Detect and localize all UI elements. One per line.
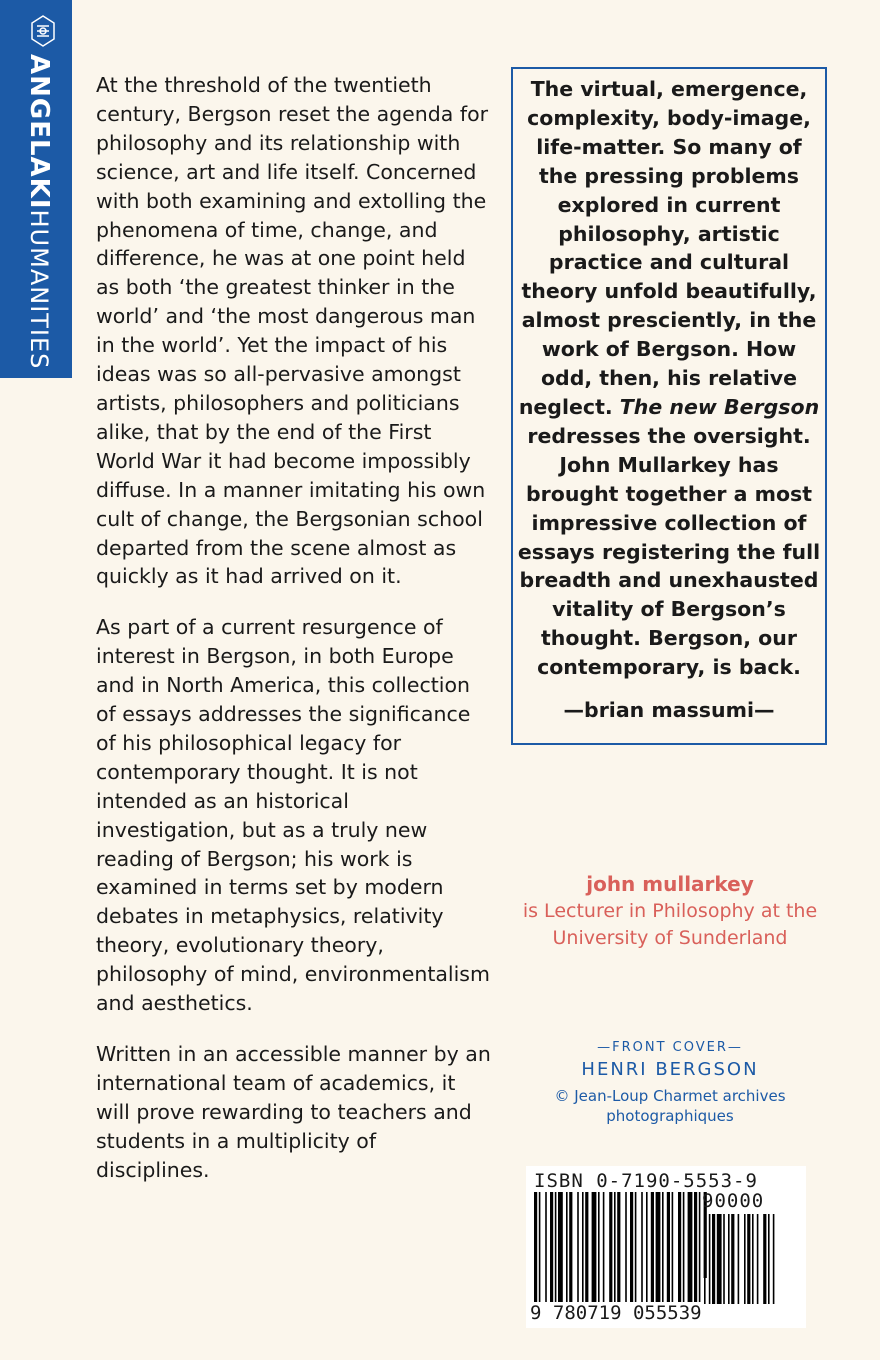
- barcode-bar: [550, 1192, 553, 1304]
- ornament-icon: [28, 14, 58, 48]
- barcode-bar: [662, 1192, 664, 1304]
- barcode-addon-bar: [704, 1214, 706, 1304]
- barcode-bar: [545, 1192, 547, 1304]
- barcode-bar: [569, 1192, 572, 1304]
- barcode-bar: [585, 1192, 588, 1304]
- barcode-bar: [539, 1192, 541, 1304]
- barcode-bar: [566, 1192, 568, 1304]
- barcode-addon-bar: [738, 1214, 740, 1304]
- endorsement-quote: [517, 75, 821, 682]
- barcode-addon-bar: [731, 1214, 734, 1304]
- book-description: [96, 71, 494, 1207]
- barcode-addon-bar: [768, 1214, 770, 1304]
- barcode-addon-bar: [728, 1214, 730, 1304]
- quote-text-after: redresses the oversight. John Mullarkey has brought together a most impressive collection of essays registering the full breadth and unexhausted vitality of Bergson’s thought. Bergson, our contemporary, is back.: [517, 423, 821, 680]
- quote-text-before: The virtual, emergence, complexity, body-image, life-matter. So many of the pressing problems explored in current philosophy, artistic practice and cultural theory unfold beautifully, almost presciently, in the work of Bergson. How odd, then, his relative neglect.: [518, 77, 817, 419]
- cover-credit: [510, 1040, 830, 1126]
- spine-series: HUMANITIES: [25, 209, 53, 370]
- barcode-bar: [625, 1192, 627, 1304]
- barcode-bar: [656, 1192, 661, 1304]
- barcode-addon-bar: [752, 1214, 754, 1304]
- barcode-addon-bar: [773, 1214, 775, 1304]
- barcode-addon-bar: [744, 1214, 746, 1304]
- spine-brand: ANGELAKI: [24, 54, 54, 210]
- isbn-barcode: [526, 1166, 806, 1328]
- description-paragraph-3: Written in an accessible manner by an international team of academics, it will prove rewarding to teachers and students in a multiplicity of disciplines.: [96, 1042, 491, 1182]
- spine-band: [0, 0, 72, 378]
- barcode-bar: [534, 1192, 537, 1304]
- cover-credit-title: HENRI BERGSON: [581, 1059, 759, 1080]
- author-bio: [510, 871, 830, 952]
- barcode-bar: [646, 1192, 648, 1304]
- cover-credit-copyright: © Jean-Loup Charmet archives photographiques: [554, 1087, 786, 1125]
- barcode-bar: [614, 1192, 616, 1304]
- price-code: 90000: [702, 1190, 765, 1212]
- barcode-bar: [577, 1192, 579, 1304]
- author-bio-text: is Lecturer in Philosophy at the University of Sunderland: [522, 900, 818, 949]
- barcode-addon-bar: [723, 1214, 725, 1304]
- barcode-addon-bar: [763, 1214, 766, 1304]
- description-paragraph-2: As part of a current resurgence of interest in Bergson, in both Europe and in North America, this collection of essays addresses the significance of his philosophical legacy for contemporary thought. It is not intended as an historical investigation, but as a truly new reading of Bergson; his work is examined in terms set by modern debates in metaphysics, relativity theory, evolutionary theory, philosophy of mind, environmentalism and aesthetics.: [96, 615, 490, 1016]
- barcode-bar: [678, 1192, 681, 1304]
- endorsement-box: [511, 67, 827, 745]
- endorsement-attribution: —brian massumi—: [563, 698, 775, 723]
- barcode-bar: [603, 1192, 605, 1304]
- barcode-bar: [699, 1192, 701, 1304]
- barcode-bar: [688, 1192, 693, 1304]
- barcode-bar: [592, 1192, 597, 1304]
- barcode-bar: [609, 1192, 612, 1304]
- barcode-bar: [555, 1192, 557, 1304]
- barcode-bar: [617, 1192, 620, 1304]
- cover-credit-heading: —FRONT COVER—: [597, 1040, 743, 1055]
- barcode-addon-bar: [747, 1214, 750, 1304]
- barcode-bar: [582, 1192, 584, 1304]
- isbn-label: ISBN 0-7190-5553-9: [534, 1170, 758, 1192]
- barcode-bar: [635, 1192, 637, 1304]
- barcode-addon-bar: [717, 1214, 722, 1304]
- description-paragraph-1: At the threshold of the twentieth century, Bergson reset the agenda for philosophy and its relationship with science, art and life itself. Concerned with both examining and extolling the phenomena of time, change, and difference, he was at one point held as both ‘the greatest thinker in the world’ and ‘the most dangerous man in the world’. Yet the impact of his ideas was so all-pervasive amongst artists, philosophers and politicians alike, that by the end of the First World War it had become impossibly diffuse. In a manner imitating his own cult of change, the Bergsonian school departed from the scene almost as quickly as it had arrived on it.: [96, 73, 489, 589]
- barcode-addon-bar: [709, 1214, 711, 1304]
- barcode-bar: [651, 1192, 654, 1304]
- author-name: john mullarkey: [586, 872, 754, 896]
- barcode-bar: [630, 1192, 633, 1304]
- barcode-bar: [667, 1192, 670, 1304]
- barcode-bar: [641, 1192, 643, 1304]
- barcode-bar: [694, 1192, 697, 1304]
- barcode-bar: [558, 1192, 563, 1304]
- barcode-bar: [683, 1192, 685, 1304]
- ean-digits: 9 780719 055539: [530, 1302, 702, 1324]
- barcode-addon-bar: [757, 1214, 759, 1304]
- barcode-addon-bar: [712, 1214, 715, 1304]
- barcode-bar: [598, 1192, 600, 1304]
- barcode-bar: [672, 1192, 674, 1304]
- quote-book-title: The new Bergson: [619, 394, 820, 419]
- series-logo: [24, 54, 54, 369]
